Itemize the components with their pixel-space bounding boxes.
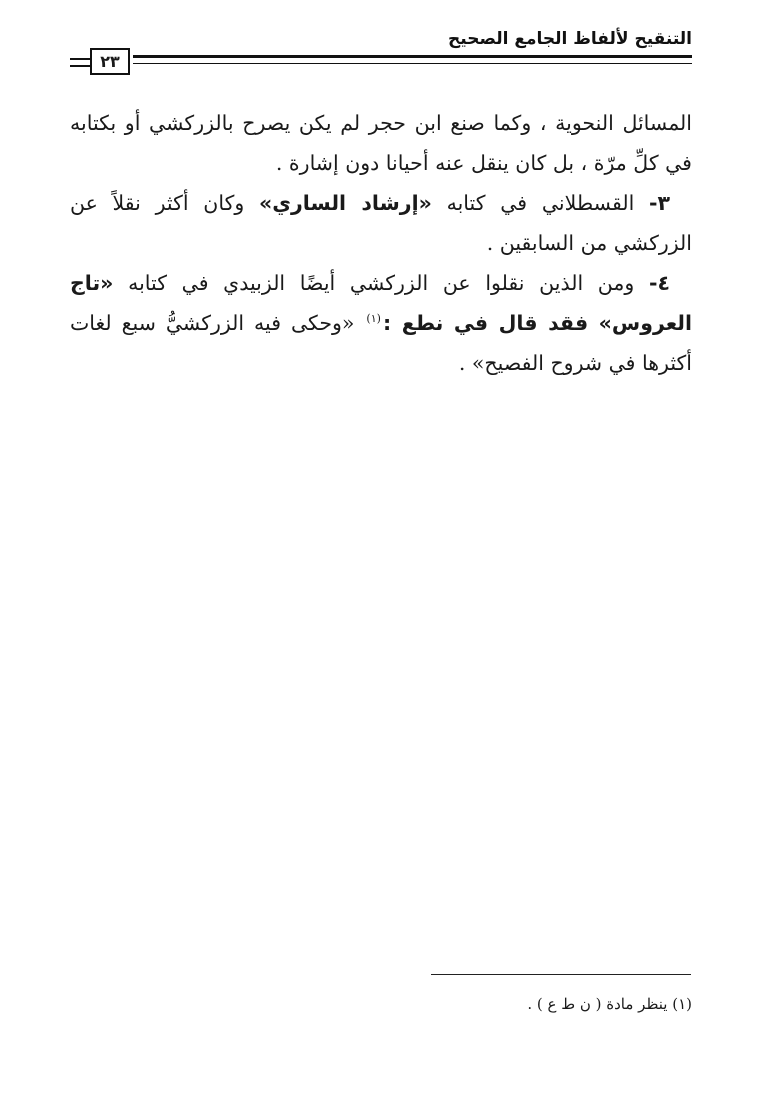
paragraph-continuation: المسائل النحوية ، وكما صنع ابن حجر لم يكن يصرح بالزركشي أو بكتابه في كلِّ مرّة ، بل كان ينقل عنه أحيانا دون إشارة . (70, 111, 692, 175)
body-text (70, 103, 692, 383)
header-rule (133, 55, 692, 64)
footnote-separator (431, 974, 691, 975)
paragraph-item-3 (70, 183, 692, 263)
footnote-reference: (١) (366, 312, 381, 326)
book-title: «إرشاد الساري» (258, 191, 432, 215)
paragraph-item-4 (70, 263, 692, 383)
book-title: «تاج العروس» (70, 271, 692, 335)
item-number: ٣- (648, 191, 671, 215)
item-number: ٤- (648, 271, 670, 295)
item-text: «وحكى فيه الزركشيُّ سبع لغات أكثرها في شروح الفصيح» . (70, 311, 692, 375)
item-text: وكان أكثر نقلاً عن الزركشي من السابقين . (70, 191, 692, 255)
item-text: ومن الذين نقلوا عن الزركشي أيضًا الزبيدي في كتابه (113, 271, 649, 295)
header-rule-left (70, 58, 90, 67)
item-text: القسطلاني في كتابه (431, 191, 649, 215)
footnote: (١) ينظر مادة ( ن ط ع ) . (527, 995, 692, 1013)
running-header-title: التنقيح لألفاظ الجامع الصحيح (448, 29, 692, 49)
item-text: فقد قال في نطع : (382, 311, 599, 335)
page-number: ٢٣ (90, 48, 130, 75)
